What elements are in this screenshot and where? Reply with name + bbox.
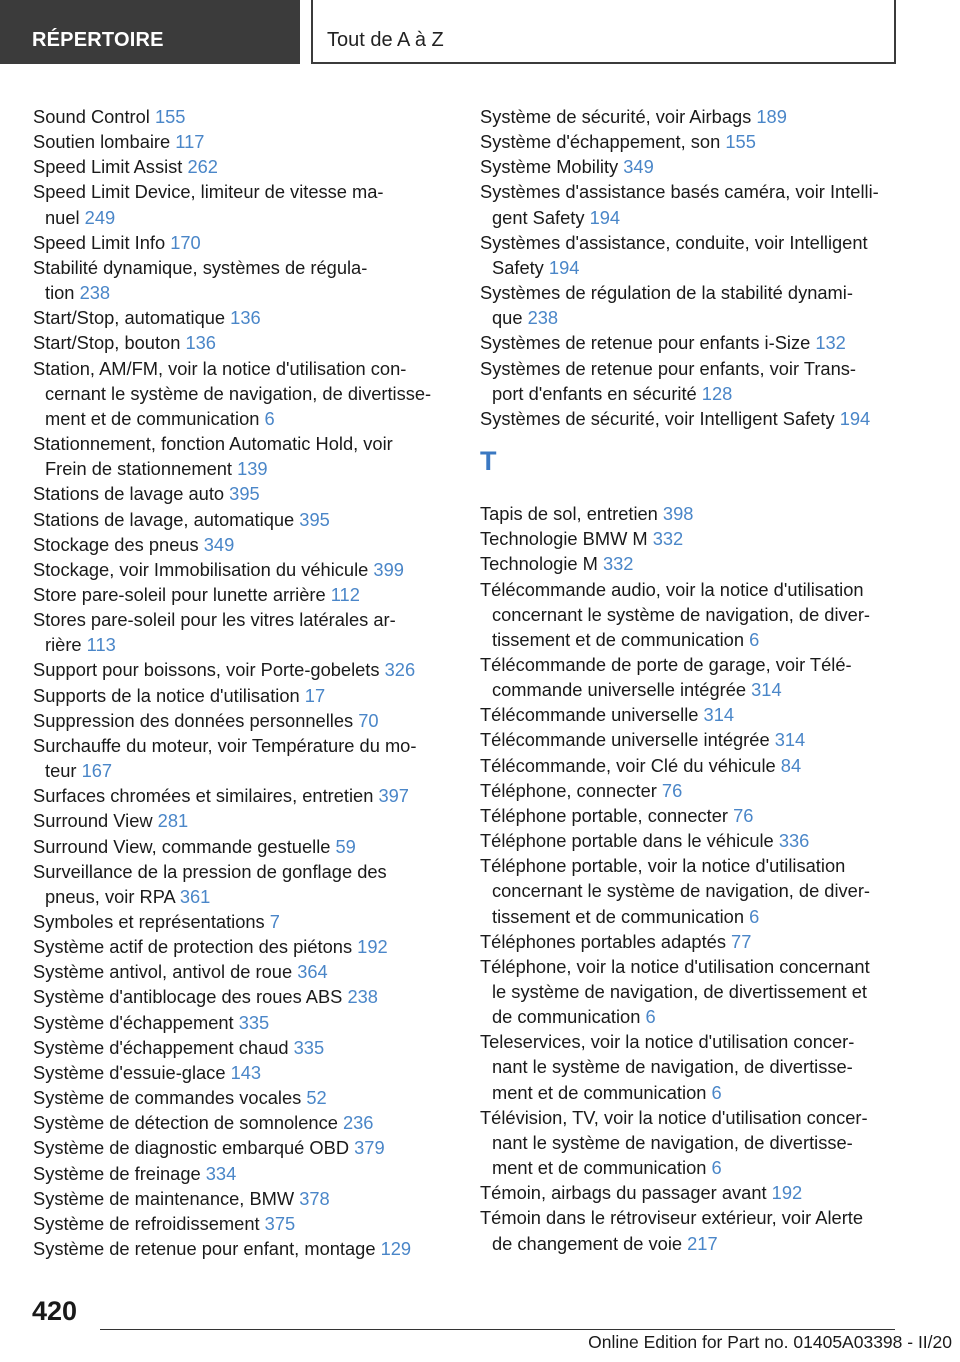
page-reference-link[interactable]: 349 bbox=[623, 156, 654, 178]
index-entry bbox=[33, 532, 453, 557]
index-entry-text: rière bbox=[45, 634, 87, 656]
index-entry bbox=[480, 280, 900, 330]
index-entry-text: Suppression des données personnelles bbox=[33, 709, 359, 731]
index-entry-text: Télécommande audio, voir la notice d'utilisation bbox=[480, 578, 864, 600]
index-entry-text: Système d'échappement chaud bbox=[33, 1036, 294, 1058]
index-entry-text: Stabilité dynamique, systèmes de régula- bbox=[33, 256, 368, 278]
index-entry-text: Système de diagnostic embarqué OBD bbox=[33, 1137, 355, 1159]
index-entry-text: Système d'échappement, son bbox=[480, 131, 726, 153]
index-entry bbox=[33, 356, 453, 431]
index-entry-text: Speed Limit Assist bbox=[33, 156, 188, 178]
page-reference-link[interactable]: 379 bbox=[354, 1137, 385, 1159]
index-entry bbox=[33, 431, 453, 481]
index-entry bbox=[480, 1205, 900, 1255]
index-entry-text: ment et de communication bbox=[492, 1081, 712, 1103]
index-entry bbox=[480, 330, 900, 355]
section-letter-t: T bbox=[480, 446, 497, 477]
index-entry bbox=[480, 652, 900, 702]
index-entry bbox=[33, 808, 453, 833]
index-entry bbox=[33, 1110, 453, 1135]
index-entry-text: Téléphone portable, voir la notice d'utilisation bbox=[480, 855, 846, 877]
page-reference-link[interactable]: 6 bbox=[749, 905, 760, 927]
footer-divider bbox=[100, 1329, 895, 1330]
index-entry bbox=[33, 330, 453, 355]
index-entry bbox=[33, 909, 453, 934]
page-reference-link[interactable]: 238 bbox=[347, 986, 378, 1008]
index-entry bbox=[33, 1211, 453, 1236]
page-reference-link[interactable]: 6 bbox=[264, 407, 275, 429]
page-reference-link[interactable]: 6 bbox=[711, 1157, 722, 1179]
index-entry bbox=[480, 1029, 900, 1104]
index-entry-text: Symboles et représentations bbox=[33, 911, 270, 932]
index-entry bbox=[33, 255, 453, 305]
index-entry-text: Stockage, voir Immobilisation du véhicule bbox=[33, 558, 374, 580]
index-entry bbox=[480, 727, 900, 752]
index-entry-text: Systèmes de régulation de la stabilité dynami- bbox=[480, 282, 853, 304]
index-entry-text: de changement de voie bbox=[492, 1232, 688, 1254]
index-entry bbox=[33, 959, 453, 984]
index-entry bbox=[33, 783, 453, 808]
index-entry-text: ment et de communication bbox=[492, 1157, 712, 1179]
index-entry bbox=[33, 984, 453, 1009]
page-reference-link[interactable]: 395 bbox=[299, 508, 330, 530]
index-entry bbox=[33, 1035, 453, 1060]
index-entry bbox=[33, 1236, 453, 1261]
page-reference-link[interactable]: 155 bbox=[154, 106, 186, 127]
index-entry-text: Système de freinage bbox=[33, 1162, 206, 1184]
page-reference-link[interactable]: 132 bbox=[815, 332, 846, 354]
index-entry bbox=[33, 708, 453, 733]
page-reference-link[interactable]: 128 bbox=[701, 382, 733, 404]
index-entry-text: Surfaces chromées et similaires, entretien bbox=[33, 785, 379, 807]
index-entry-text: gent Safety bbox=[492, 206, 590, 228]
page-reference-link[interactable]: 7 bbox=[269, 911, 280, 932]
page-reference-link[interactable]: 52 bbox=[306, 1087, 327, 1109]
index-entry-text: Système de retenue pour enfant, montage bbox=[33, 1238, 381, 1260]
index-entry-text: Téléphones portables adaptés bbox=[480, 930, 732, 952]
page-reference-link[interactable]: 129 bbox=[380, 1238, 412, 1260]
index-entry-text: Système d'échappement bbox=[33, 1011, 239, 1033]
page-reference-link[interactable]: 194 bbox=[589, 206, 621, 228]
index-entry bbox=[480, 154, 900, 179]
page-reference-link[interactable]: 395 bbox=[229, 483, 260, 505]
index-entry-text: ment et de communication bbox=[45, 407, 265, 429]
index-entry bbox=[33, 733, 453, 783]
page-reference-link[interactable]: 314 bbox=[751, 679, 782, 701]
page-reference-link[interactable]: 349 bbox=[203, 533, 235, 555]
page-reference-link[interactable]: 332 bbox=[602, 553, 634, 575]
index-entry-text: Témoin, airbags du passager avant bbox=[480, 1182, 772, 1204]
index-entry bbox=[33, 129, 453, 154]
index-entry bbox=[33, 1060, 453, 1085]
index-entry-text: Télécommande de porte de garage, voir Télé- bbox=[480, 653, 852, 675]
page-reference-link[interactable]: 314 bbox=[703, 704, 735, 726]
index-entry-text: nuel bbox=[45, 206, 85, 228]
index-entry-text: Téléphone portable dans le véhicule bbox=[480, 830, 779, 852]
page-number: 420 bbox=[32, 1296, 78, 1326]
index-entry bbox=[33, 305, 453, 330]
page-reference-link[interactable]: 262 bbox=[187, 156, 218, 178]
index-entry-text: Technologie M bbox=[480, 553, 603, 575]
index-entry-text: Station, AM/FM, voir la notice d'utilisation con- bbox=[33, 357, 407, 379]
index-entry bbox=[33, 934, 453, 959]
index-entry-text: Speed Limit Device, limiteur de vitesse ma- bbox=[33, 181, 384, 203]
page-reference-link[interactable]: 194 bbox=[548, 256, 580, 278]
index-entry-text: cernant le système de navigation, de divertisse- bbox=[45, 382, 432, 404]
page-reference-link[interactable]: 170 bbox=[170, 231, 201, 253]
page-reference-link[interactable]: 189 bbox=[756, 106, 787, 127]
index-entry-text: concernant le système de navigation, de diver- bbox=[492, 603, 871, 625]
index-entry bbox=[33, 230, 453, 255]
page-reference-link[interactable]: 76 bbox=[661, 779, 683, 801]
index-entry-text: Store pare-soleil pour lunette arrière bbox=[33, 583, 331, 605]
index-entry bbox=[480, 356, 900, 406]
chapter-tab: Tout de A à Z bbox=[311, 0, 896, 64]
page-reference-link[interactable]: 397 bbox=[378, 785, 409, 807]
index-entry-text: Teleservices, voir la notice d'utilisation concer- bbox=[480, 1031, 855, 1053]
index-entry bbox=[480, 828, 900, 853]
index-entry-text: Télécommande universelle intégrée bbox=[480, 729, 775, 751]
index-entry-text: Stores pare-soleil pour les vitres latérales ar- bbox=[33, 609, 396, 631]
page-reference-link[interactable]: 364 bbox=[297, 961, 328, 983]
index-entry-text: Systèmes de sécurité, voir Intelligent Safety bbox=[480, 407, 840, 429]
index-entry-text: Start/Stop, automatique bbox=[33, 307, 231, 329]
page-reference-link[interactable]: 113 bbox=[86, 634, 116, 656]
index-entry bbox=[33, 657, 453, 682]
index-entry bbox=[33, 507, 453, 532]
footer-edition-text: Online Edition for Part no. 01405A03398 - II/20 bbox=[588, 1332, 952, 1352]
index-entry-text: Télévision, TV, voir la notice d'utilisation concer- bbox=[480, 1106, 868, 1128]
page-reference-link[interactable]: 236 bbox=[342, 1112, 374, 1134]
index-entry bbox=[33, 1186, 453, 1211]
page-reference-link[interactable]: 378 bbox=[299, 1187, 330, 1209]
index-entry bbox=[33, 582, 453, 607]
page-reference-link[interactable]: 194 bbox=[839, 407, 871, 429]
index-entry-text: Safety bbox=[492, 256, 549, 278]
index-entry bbox=[480, 954, 900, 1029]
index-entry-text: Système d'essuie-glace bbox=[33, 1061, 231, 1083]
index-entry bbox=[480, 526, 900, 551]
index-entry-text: Système Mobility bbox=[480, 156, 624, 178]
index-entry bbox=[480, 230, 900, 280]
page-reference-link[interactable]: 217 bbox=[687, 1232, 718, 1254]
index-entry-text: teur bbox=[45, 760, 82, 782]
index-entry-text: nant le système de navigation, de divertisse- bbox=[492, 1131, 853, 1153]
index-entry-text: Système de commandes vocales bbox=[33, 1087, 307, 1109]
index-entry-text: Systèmes d'assistance basés caméra, voir Intelli- bbox=[480, 181, 879, 203]
index-entry-text: Stations de lavage, automatique bbox=[33, 508, 300, 530]
index-entry bbox=[480, 929, 900, 954]
index-entry-text: Système de refroidissement bbox=[33, 1212, 265, 1234]
index-entry bbox=[33, 481, 453, 506]
index-entry bbox=[480, 853, 900, 928]
index-entry-text: Soutien lombaire bbox=[33, 131, 176, 153]
index-entry bbox=[480, 702, 900, 727]
index-entry-text: Supports de la notice d'utilisation bbox=[33, 684, 305, 706]
page-header bbox=[0, 0, 960, 66]
page-reference-link[interactable]: 117 bbox=[175, 131, 205, 153]
page-reference-link[interactable]: 335 bbox=[293, 1036, 325, 1058]
page-reference-link[interactable]: 192 bbox=[771, 1182, 803, 1204]
index-entry bbox=[33, 154, 453, 179]
index-entry bbox=[33, 1161, 453, 1186]
index-entry bbox=[480, 753, 900, 778]
index-entry-text: port d'enfants en sécurité bbox=[492, 382, 702, 404]
page-reference-link[interactable]: 281 bbox=[157, 810, 189, 832]
index-entry bbox=[33, 104, 453, 129]
index-entry-text: Système de sécurité, voir Airbags bbox=[480, 106, 757, 127]
page-reference-link[interactable]: 6 bbox=[645, 1006, 656, 1028]
index-entry-text: Système de détection de somnolence bbox=[33, 1112, 343, 1134]
index-entry-text: Systèmes d'assistance, conduite, voir Intelligent bbox=[480, 231, 868, 253]
index-entry bbox=[33, 607, 453, 657]
index-entry-text: commande universelle intégrée bbox=[492, 679, 752, 701]
index-entry-text: Surveillance de la pression de gonflage des bbox=[33, 860, 387, 882]
index-entry bbox=[480, 1105, 900, 1180]
index-entry bbox=[33, 557, 453, 582]
index-entry bbox=[33, 1085, 453, 1110]
index-entry bbox=[480, 179, 900, 229]
index-entry bbox=[33, 859, 453, 909]
page-reference-link[interactable]: 6 bbox=[711, 1081, 722, 1103]
index-entry-text: Surround View, commande gestuelle bbox=[33, 835, 336, 857]
index-entry-text: Stockage des pneus bbox=[33, 533, 204, 555]
index-entry-text: Sound Control bbox=[33, 106, 155, 127]
index-entry-text: tissement et de communication bbox=[492, 905, 750, 927]
page-reference-link[interactable]: 398 bbox=[662, 503, 694, 525]
index-entry-text: Téléphone, connecter bbox=[480, 779, 662, 801]
page-reference-link[interactable]: 238 bbox=[79, 282, 111, 304]
index-entry-text: concernant le système de navigation, de diver- bbox=[492, 880, 871, 902]
index-entry-text: Système actif de protection des piétons bbox=[33, 936, 358, 958]
index-group-t bbox=[480, 501, 900, 1256]
page-reference-link[interactable]: 361 bbox=[179, 885, 211, 907]
index-column-left bbox=[33, 104, 453, 1261]
index-entry-text: Système de maintenance, BMW bbox=[33, 1187, 300, 1209]
index-group-s-continued bbox=[480, 104, 900, 431]
page-reference-link[interactable]: 332 bbox=[652, 528, 684, 550]
index-column-right bbox=[480, 104, 900, 1256]
page-reference-link[interactable]: 139 bbox=[237, 458, 268, 480]
page-reference-link[interactable]: 17 bbox=[304, 684, 326, 706]
page-reference-link[interactable]: 76 bbox=[733, 804, 754, 826]
page-reference-link[interactable]: 249 bbox=[84, 206, 116, 228]
page-reference-link[interactable]: 112 bbox=[330, 583, 360, 605]
index-entry-text: Stationnement, fonction Automatic Hold, voir bbox=[33, 433, 393, 455]
index-entry bbox=[480, 778, 900, 803]
page-reference-link[interactable]: 399 bbox=[373, 558, 404, 580]
index-entry-text: tissement et de communication bbox=[492, 628, 750, 650]
index-entry-text: Système antivol, antivol de roue bbox=[33, 961, 298, 983]
index-entry bbox=[480, 129, 900, 154]
page-reference-link[interactable]: 334 bbox=[205, 1162, 237, 1184]
index-entry-text: Systèmes de retenue pour enfants, voir Trans- bbox=[480, 357, 856, 379]
index-entry bbox=[33, 683, 453, 708]
index-entry bbox=[480, 501, 900, 526]
index-entry-text: Téléphone portable, connecter bbox=[480, 804, 734, 826]
index-entry bbox=[33, 179, 453, 229]
page-reference-link[interactable]: 84 bbox=[780, 754, 802, 776]
index-entry-text: Tapis de sol, entretien bbox=[480, 503, 663, 525]
page-reference-link[interactable]: 155 bbox=[725, 131, 756, 153]
page-reference-link[interactable]: 77 bbox=[731, 930, 752, 952]
page-reference-link[interactable]: 136 bbox=[230, 307, 261, 329]
index-entry-text: Frein de stationnement bbox=[45, 458, 238, 480]
index-entry bbox=[480, 1180, 900, 1205]
index-entry-text: que bbox=[492, 307, 528, 329]
index-entry-text: Télécommande universelle bbox=[480, 704, 704, 726]
index-entry-text: Système d'antiblocage des roues ABS bbox=[33, 986, 348, 1008]
index-entry-text: Technologie BMW M bbox=[480, 528, 653, 550]
footer-edition bbox=[588, 1332, 952, 1353]
page-reference-link[interactable]: 192 bbox=[357, 936, 388, 958]
index-entry-text: Surround View bbox=[33, 810, 158, 832]
page-reference-link[interactable]: 335 bbox=[238, 1011, 270, 1033]
page-reference-link[interactable]: 6 bbox=[749, 628, 760, 650]
index-entry-text: de communication bbox=[492, 1006, 646, 1028]
page-reference-link[interactable]: 326 bbox=[384, 659, 416, 681]
index-entry-text: Systèmes de retenue pour enfants i-Size bbox=[480, 332, 816, 354]
index-entry bbox=[33, 834, 453, 859]
page-reference-link[interactable]: 375 bbox=[264, 1212, 296, 1234]
page-reference-link[interactable]: 238 bbox=[527, 307, 559, 329]
index-entry bbox=[33, 1010, 453, 1035]
page-reference-link[interactable]: 336 bbox=[778, 830, 810, 852]
index-entry-text: Speed Limit Info bbox=[33, 231, 171, 253]
page-reference-link[interactable]: 314 bbox=[774, 729, 806, 751]
section-tab: RÉPERTOIRE bbox=[0, 0, 300, 64]
index-entry-text: Télécommande, voir Clé du véhicule bbox=[480, 754, 781, 776]
index-entry-text: tion bbox=[45, 282, 80, 304]
index-entry-text: Support pour boissons, voir Porte-gobelets bbox=[33, 659, 385, 681]
index-entry-text: nant le système de navigation, de divertisse- bbox=[492, 1056, 853, 1078]
page-reference-link[interactable]: 167 bbox=[81, 760, 113, 782]
index-entry bbox=[480, 104, 900, 129]
index-entry-text: pneus, voir RPA bbox=[45, 885, 180, 907]
index-entry-text: le système de navigation, de divertissement et bbox=[492, 981, 867, 1002]
index-entry bbox=[480, 406, 900, 431]
index-entry-text: Surchauffe du moteur, voir Température du mo- bbox=[33, 734, 417, 756]
index-entry bbox=[480, 803, 900, 828]
page-reference-link[interactable]: 70 bbox=[358, 709, 379, 731]
index-entry-text: Téléphone, voir la notice d'utilisation concernant bbox=[480, 955, 870, 977]
index-entry-text: Témoin dans le rétroviseur extérieur, voir Alerte bbox=[480, 1207, 864, 1229]
page-reference-link[interactable]: 59 bbox=[335, 835, 356, 857]
index-entry bbox=[480, 577, 900, 652]
page-reference-link[interactable]: 143 bbox=[230, 1061, 262, 1083]
index-entry-text: Start/Stop, bouton bbox=[33, 332, 186, 354]
index-entry-text: Stations de lavage auto bbox=[33, 483, 230, 505]
index-entry bbox=[480, 551, 900, 576]
index-entry bbox=[33, 1135, 453, 1160]
page-reference-link[interactable]: 136 bbox=[185, 332, 216, 354]
